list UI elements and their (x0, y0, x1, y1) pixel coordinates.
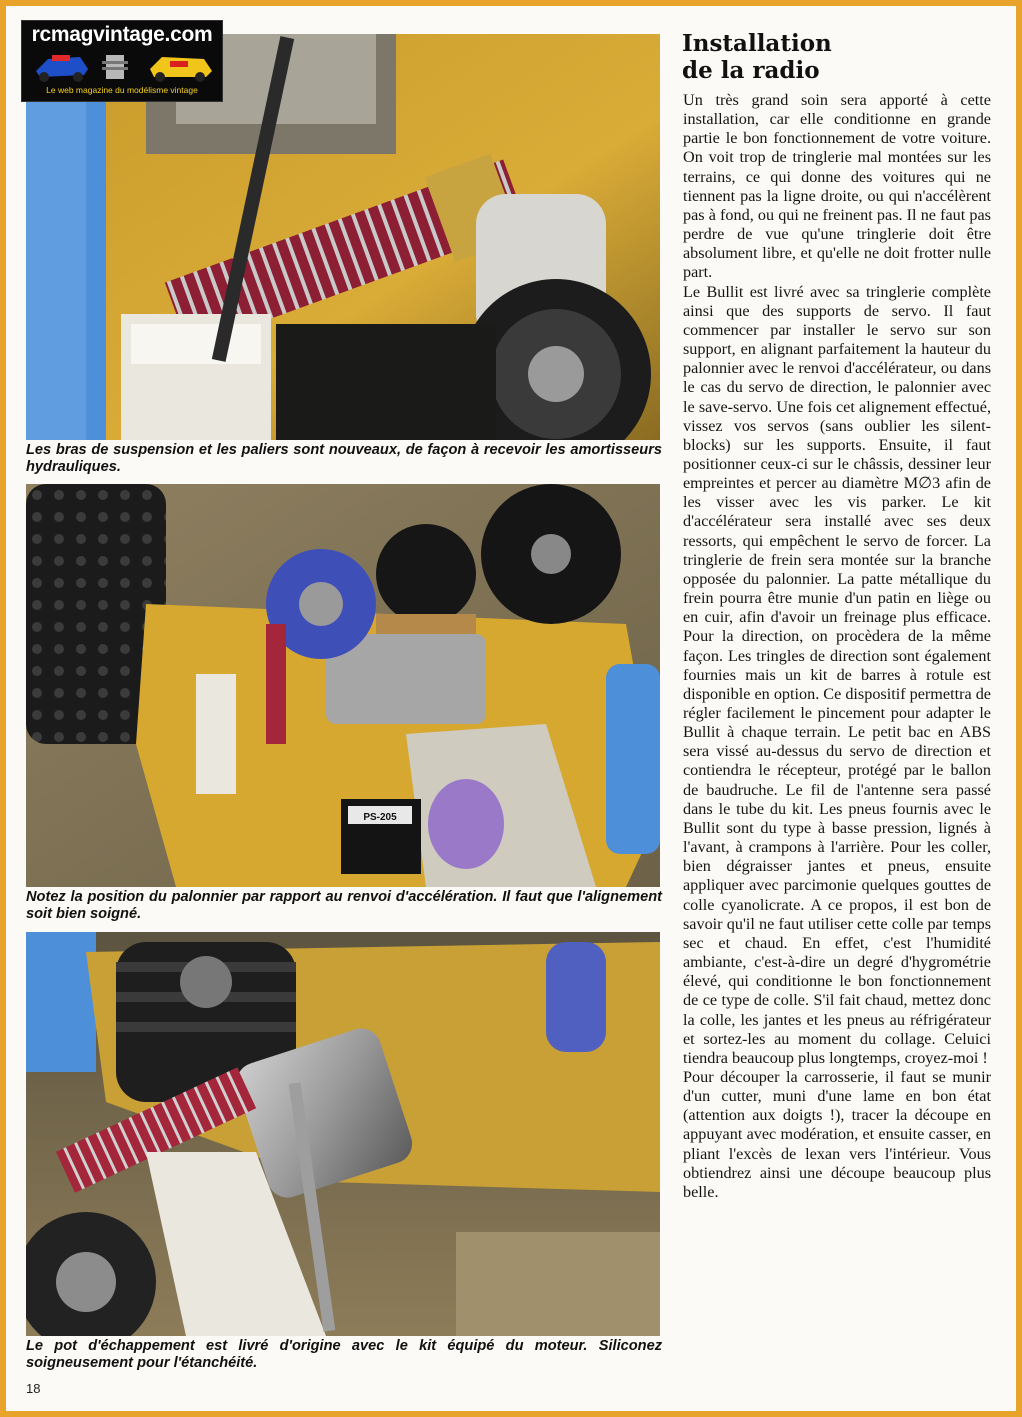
rc-cars-icon (28, 49, 216, 83)
site-logo[interactable] (21, 20, 223, 102)
paragraph-2: Le Bullit est livré avec sa tringlerie complète ainsi que des supports de servo. Il faut commencer par installer le servo sur son support, en alignant parfaitement la hauteur du palonnier avec le renvoi d'accélérateur, ou dans le cas du servo de direction, le palonnier avec le save-servo. Une fois cet alignement effectué, vissez vos servos (sans oublier les silent-blocks) sur les supports. Ensuite, il faut positionner ceux-ci sur le châssis, dessiner leur empreintes et percer au diamètre M∅3 afin de les visser avec les vis parker. Le kit d'accélérateur sera installé avec ses deux ressorts, qui empêchent le servo de forcer. La tringlerie de frein sera montée sur la branche opposée du palonnier. La patte métallique du frein pourra être munie d'un patin en liège ou en cuir, afin d'avoir un freinage plus efficace. Pour la direction, on procèdera de la même façon. Les tringles de direction sont également fournies mais un kit de barres à rotule est disponible en option. Ce dispositif permettra de régler facilement le pincement pour adapter le Bullit à chaque terrain. Le petit bac en ABS sera vissé au-dessus du servo de direction et contiendra le récepteur, protégé par le ballon de baudruche. Le fil de l'antenne sera passé dans le tube du kit. Les pneus fournis avec le Bullit sont du type à basse pression, lignés à l'avant, à crampons à l'arrière. Pour les coller, bien dégraisser jantes et pneus, ensuite appliquer avec parcimonie quelques gouttes de colle cyanolicrate. A ce propos, il est bon de savoir qu'il ne faut utiliser cette colle par temps sec et chaud. En effet, c'est l'humidité ambiante, c'est-à-dire un degré d'hygrométrie élevé, qui conditionne le bon fonctionnement de ce type de colle. S'il fait chaud, mettez donc la colle, les jantes et les pneus au réfrigérateur et sortez-les au moment du collage. Celuici tiendra beaucoup plus longtemps, croyez-moi ! (683, 282, 991, 1067)
servo-label: PS-205 (363, 812, 397, 823)
caption-photo-3: Le pot d'échappement est livré d'origine avec le kit équipé du moteur. Siliconez soigneusement pour l'étanchéité. (26, 1338, 662, 1371)
paragraph-1: Un très grand soin sera apporté à cette installation, car elle conditionne en grande partie le bon fonctionnement de votre voiture. On voit trop de tringlerie mal montées sur les terrains, ce qui donne des voitures qui ne tiennent pas la ligne droite, ou qui n'accélèrent pas à fond, ou qui ne freinent pas. Il ne faut pas perdre de vue qu'une tringlerie doit être absolument libre, et qu'elle ne doit frotter nulle part. (683, 91, 991, 282)
caption-photo-1: Les bras de suspension et les paliers sont nouveaux, de façon à recevoir les amortisseurs hydrauliques. (26, 442, 662, 475)
logo-subtitle: Le web magazine du modélisme vintage (46, 85, 198, 95)
article-heading (682, 30, 982, 84)
caption-photo-2: Notez la position du palonnier par rapport au renvoi d'accélération. Il faut que l'alignement soit bien soigné. (26, 889, 662, 922)
page-number: 18 (26, 1381, 41, 1396)
logo-title: rcmagvintage.com (31, 23, 213, 46)
heading-line-1: Installation (682, 30, 832, 57)
photo-exhaust-pipe-image (26, 932, 660, 1336)
article-body (683, 91, 991, 1202)
photo-servo-alignment (26, 484, 660, 887)
photo-exhaust-pipe (26, 932, 660, 1336)
photo-servo-alignment-image (26, 484, 660, 887)
paragraph-3: Pour découper la carrosserie, il faut se munir d'un cutter, muni d'une lame en bon état (attention aux doigts !), tracer la découpe en appuyant avec modération, et ensuite casser, en pliant l'excès de lexan vers l'intérieur. Vous obtiendrez ainsi une découpe beaucoup plus belle. (683, 1067, 991, 1201)
heading-line-2: de la radio (682, 57, 820, 84)
